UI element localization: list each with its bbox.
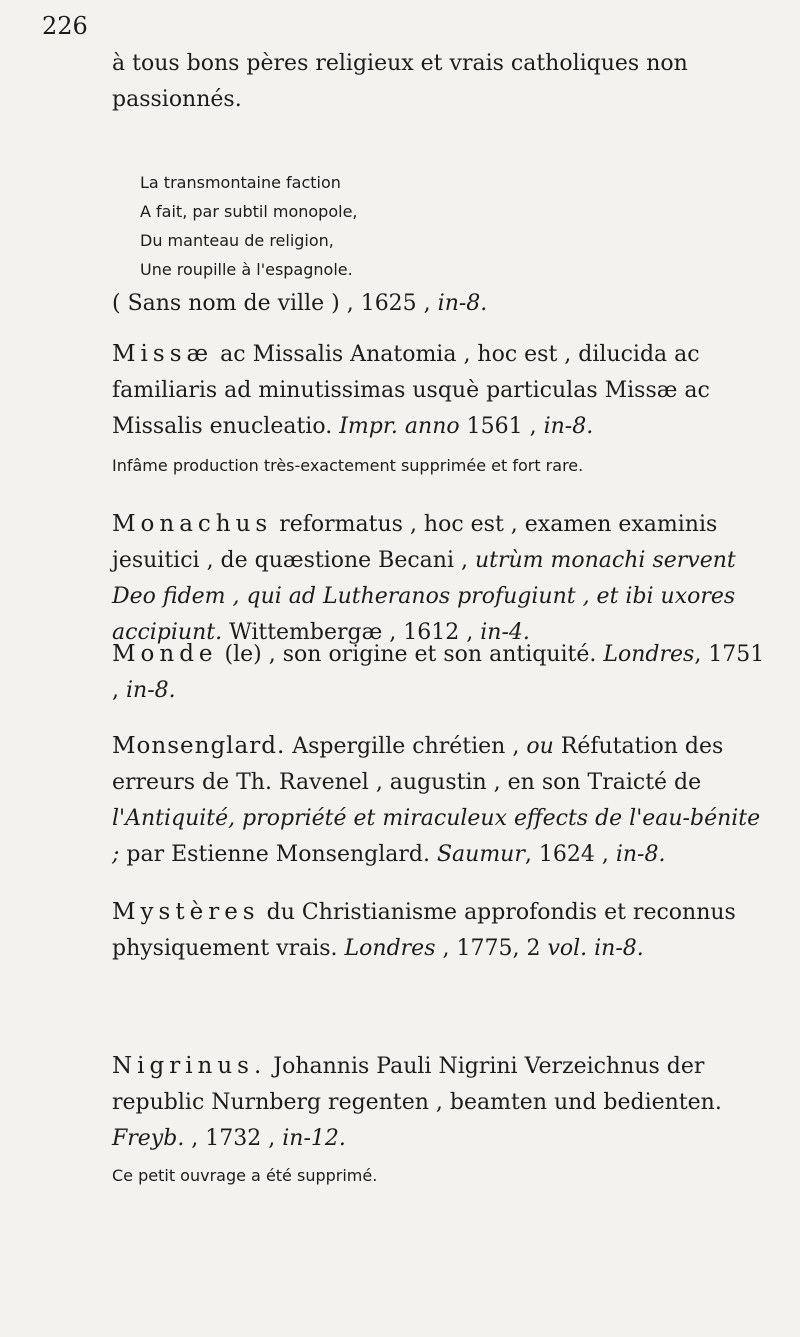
entry-format: in-8. — [594, 936, 644, 961]
entry-tail: Réfutation des erreurs de Th. Ravenel , augustin , en son Traicté de — [112, 734, 724, 795]
entry-italic: vol. — [547, 936, 588, 961]
entry-note: Infâme production très-exactement supprimée et fort rare. — [112, 456, 584, 475]
entry-text: reformatus , hoc est , examen examinis jesuitici , de quæstione Becani , — [112, 512, 718, 573]
entry-headword: Monsenglard. — [112, 733, 286, 759]
entry-italic: Londres — [603, 642, 695, 667]
entry-headword: Missæ — [112, 341, 214, 367]
entry-headword: Monde — [112, 641, 218, 667]
entry-format: in-8. — [543, 414, 594, 439]
entry-headword: Monachus — [112, 511, 273, 537]
entry-italic: l'Antiquité, propriété et miraculeux effects de l'eau-bénite ; — [112, 806, 761, 867]
verse-line: Une roupille à l'espagnole. — [140, 260, 353, 279]
entry-italic: Londres — [344, 936, 436, 961]
entry-italic: ou — [526, 734, 554, 759]
entry-format: in-12. — [282, 1126, 346, 1151]
entry-note: Ce petit ouvrage a été supprimé. — [112, 1166, 378, 1185]
entry-tail: , 1751 , — [112, 642, 765, 703]
entry-text: du Christianisme approfondis et reconnus physiquement vrais. — [112, 900, 736, 961]
entry-italic: Impr. anno — [339, 414, 460, 439]
entry-text: (le) , son origine et son antiquité. — [217, 642, 604, 667]
entry-headword: Mystères — [112, 899, 260, 925]
verse — [140, 168, 640, 284]
verse-line: Du manteau de religion, — [140, 231, 334, 250]
entry-text: ac Missalis Anatomia , hoc est , dilucida ac familiaris ad minutissimas usquè particulas Missæ ac Missalis enucleatio. — [112, 342, 710, 439]
entry-format: in-8. — [126, 678, 176, 703]
entry-tail: 1561 , — [459, 414, 544, 439]
entry-tail: , 1732 , — [184, 1126, 283, 1151]
entry-monachus — [112, 506, 772, 651]
entry-tail: par Estienne Monsenglard. — [119, 842, 437, 867]
imprint-format: in-8. — [437, 291, 488, 316]
entry-monsenglard — [112, 728, 772, 873]
continuation-line-2: passionnés. — [112, 87, 242, 112]
entry-italic: Freyb. — [112, 1126, 185, 1151]
entry-tail: Wittembergæ , 1612 , — [222, 620, 481, 645]
entry-italic: Saumur — [436, 842, 525, 867]
verse-line: A fait, par subtil monopole, — [140, 202, 358, 221]
entry-headword: Nigrinus. — [112, 1053, 267, 1079]
entry-format: in-8. — [615, 842, 666, 867]
entry-format: in-4. — [480, 620, 530, 645]
imprint-line — [112, 286, 772, 322]
entry-text: Aspergille chrétien , — [285, 734, 527, 759]
continuation-text — [112, 46, 772, 118]
imprint-text: ( Sans nom de ville ) , 1625 , — [112, 291, 438, 316]
entry-mysteres — [112, 894, 772, 967]
entry-monde — [112, 636, 772, 709]
entry-nigrinus — [112, 1048, 772, 1157]
page-number: 226 — [42, 12, 88, 40]
entry-missae — [112, 336, 772, 445]
entry-tail: , 1624 , — [524, 842, 616, 867]
entry-text: Johannis Pauli Nigrini Verzeichnus der republic Nurnberg regenten , beamten und bedienten. — [112, 1054, 722, 1115]
continuation-line-1: à tous bons pères religieux et vrais catholiques non — [112, 51, 688, 76]
verse-line: La transmontaine faction — [140, 173, 341, 192]
entry-italic: utrùm monachi servent Deo fidem , qui ad Lutheranos profugiunt , et ibi uxores accipiunt. — [112, 548, 736, 645]
entry-tail: , 1775, 2 — [435, 936, 548, 961]
